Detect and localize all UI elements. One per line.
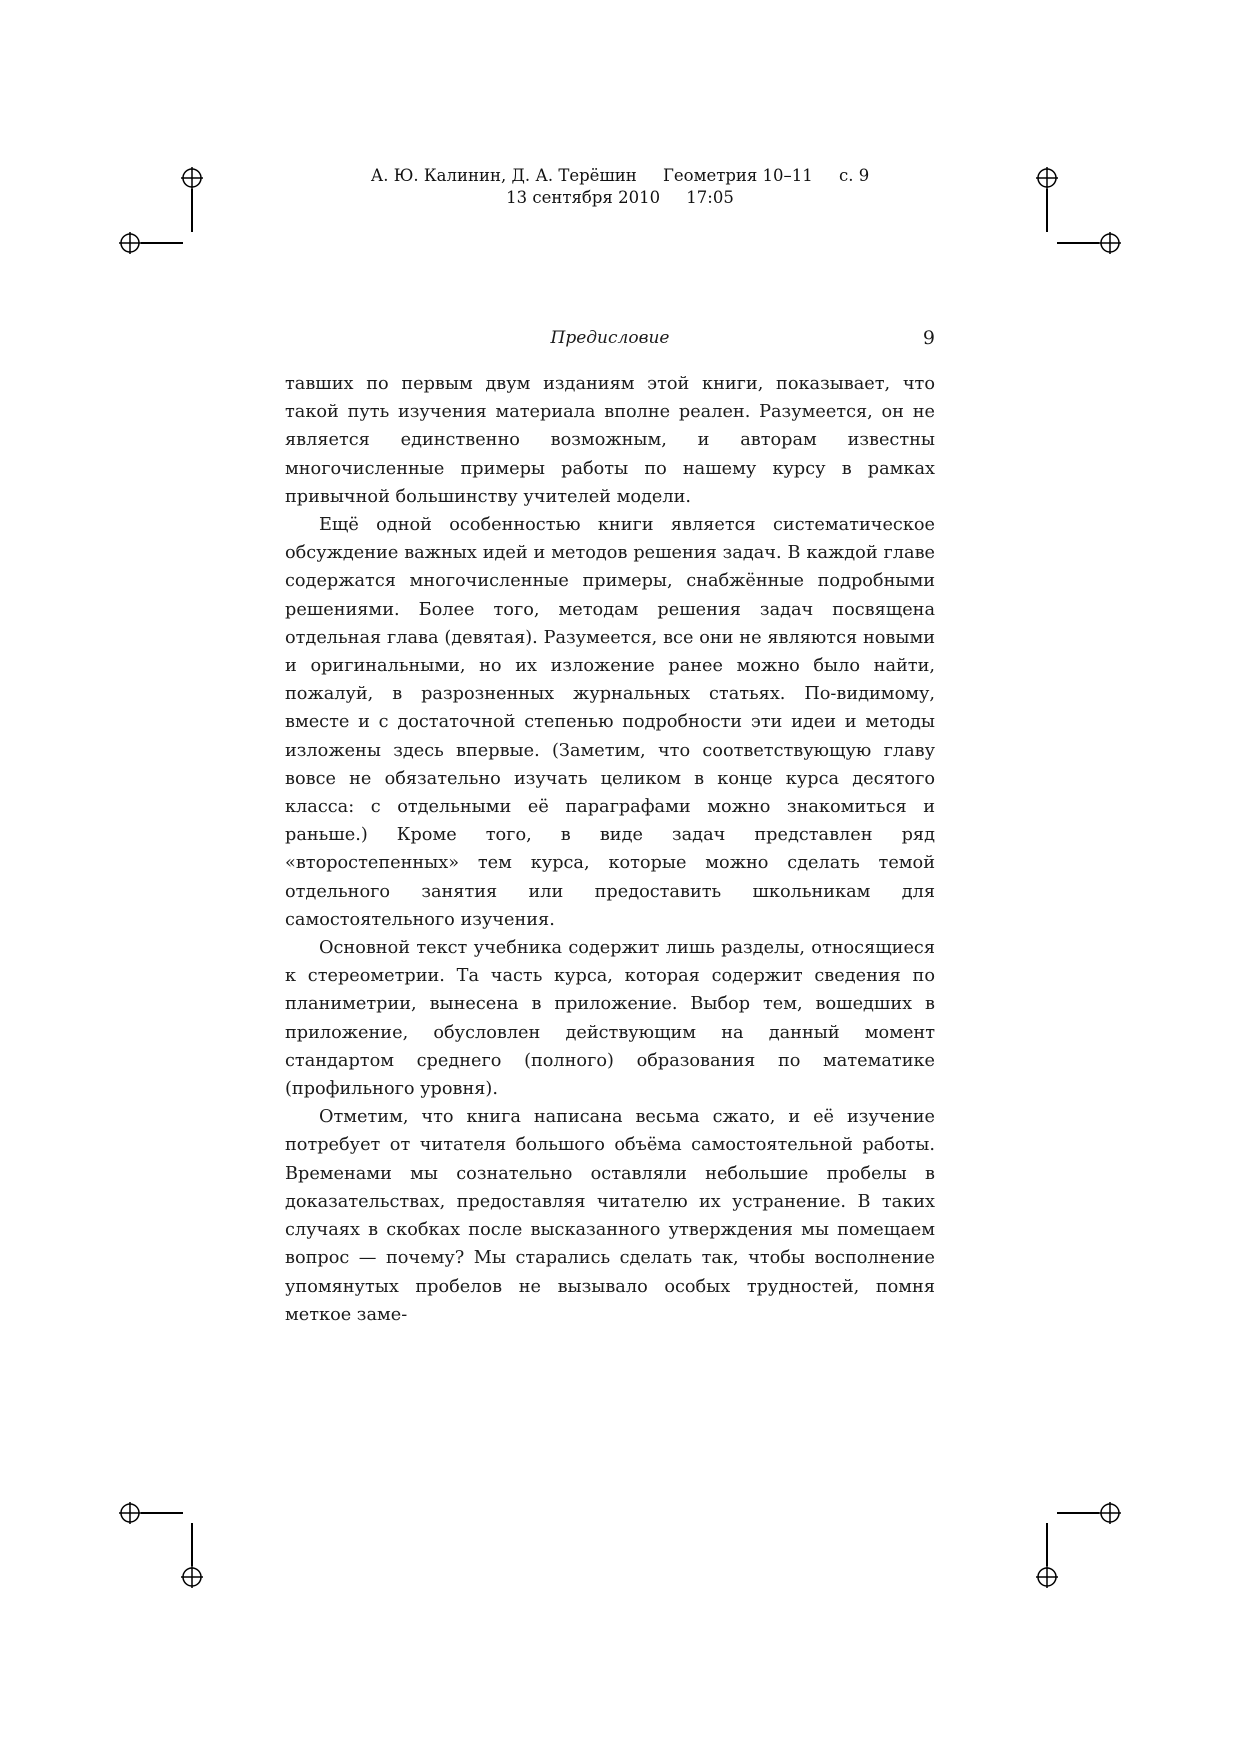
registration-target-icon [119,1502,141,1524]
registration-target-icon [1099,232,1121,254]
print-slug-line-2: 13 сентября 2010 17:05 [506,188,734,207]
paragraph-2: Ещё одной особенностью книги является систематическое обсуждение важных идей и методов решения задач. В каждой главе содержатся многочисленные примеры, снабжённые подробными решениями. Более того, методам решения задач посвящена отдельная глава (девятая). Разумеется, все они не являются новыми и оригинальными, но их изложение ранее можно было найти, пожалуй, в разрозненных журнальных статьях. По-видимому, вместе и с достаточной степенью подробности эти идеи и методы изложены здесь впервые. (Заметим, что соответствующую главу вовсе не обязательно изучать целиком в конце курса десятого класса: с отдельными её параграфами можно знакомиться и раньше.) Кроме того, в виде задач представлен ряд «второстепенных» тем курса, которые можно сделать темой отдельного занятия или предоставить школьникам для самостоятельного изучения. [285,515,935,930]
paragraph-3: Основной текст учебника содержит лишь разделы, относящиеся к стереометрии. Та часть курса, которая содержит сведения по планиметрии, вынесена в приложение. Выбор тем, вошедших в приложение, обусловлен действующим на данный момент стандартом среднего (полного) образования по математике (профильного уровня). [285,938,935,1100]
registration-target-icon [181,1566,203,1588]
print-slug-line-1: А. Ю. Калинин, Д. А. Терёшин Геометрия 10–11 с. 9 [370,166,870,185]
running-head-title: Предисловие [550,328,670,348]
registration-target-icon [1099,1502,1121,1524]
registration-target-icon [181,167,203,189]
running-head [285,323,935,353]
registration-target-icon [1036,167,1058,189]
body-text [285,370,935,1329]
paragraph-1: тавших по первым двум изданиям этой книги, показывает, что такой путь изучения материала вполне реален. Разумеется, он не является единственно возможным, и авторам известны многочисленные примеры работы по нашему курсу в рамках привычной большинству учителей модели. [285,374,935,507]
registration-target-icon [119,232,141,254]
page-number: 9 [922,327,935,349]
registration-target-icon [1036,1566,1058,1588]
paragraph-4: Отметим, что книга написана весьма сжато, и её изучение потребует от читателя большого объёма самостоятельной работы. Временами мы сознательно оставляли небольшие пробелы в доказательствах, предоставляя читателю их устранение. В таких случаях в скобках после высказанного утверждения мы помещаем вопрос — почему? Мы старались сделать так, чтобы восполнение упомянутых пробелов не вызывало особых трудностей, помня меткое заме- [285,1107,935,1325]
